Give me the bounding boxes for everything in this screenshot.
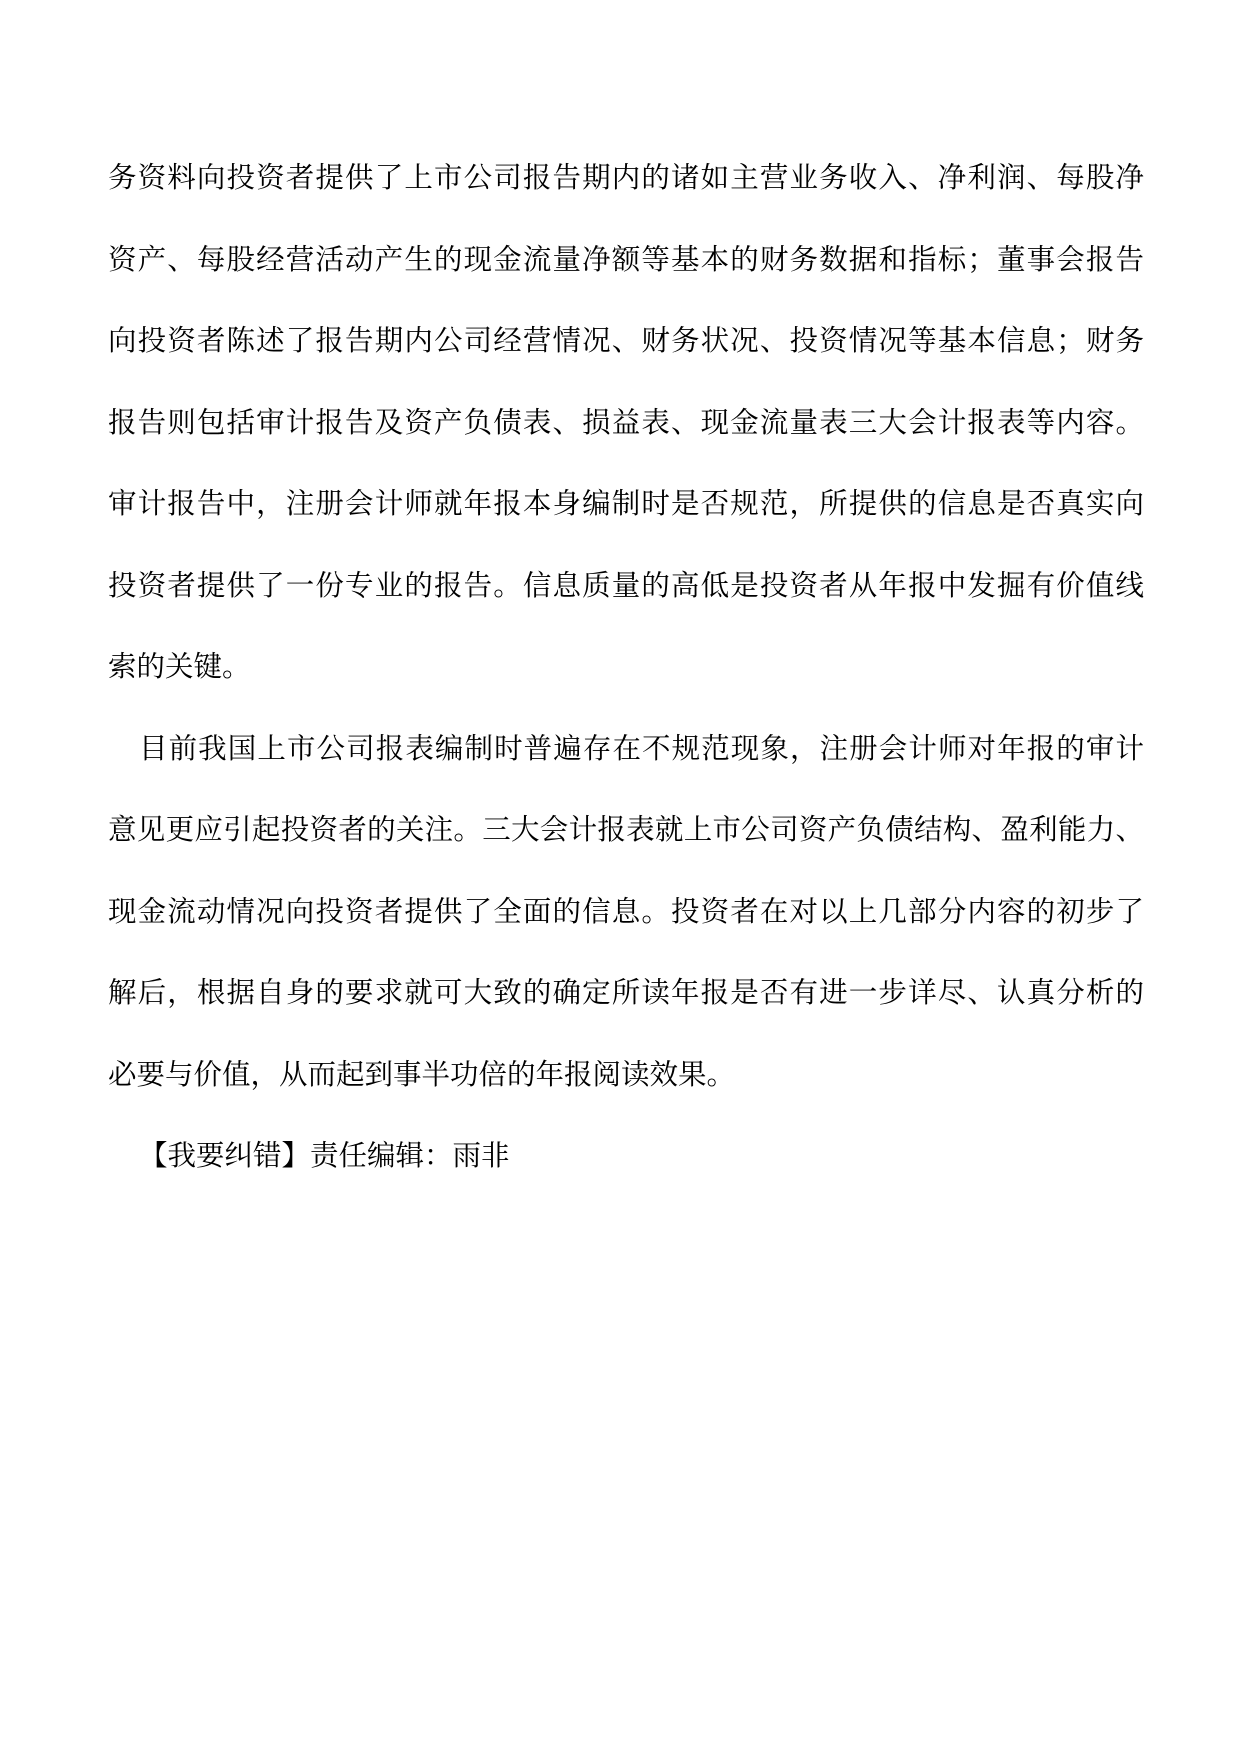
paragraph-line: 必要与价值，从而起到事半功倍的年报阅读效果。 [108, 1057, 736, 1091]
article-body [108, 160, 1144, 1220]
paragraph-line: 向投资者陈述了报告期内公司经营情况、财务状况、投资情况等基本信息；财务 [108, 324, 1144, 357]
editor-footer: 【我要纠错】责任编辑：雨非 [139, 1139, 510, 1172]
paragraph-line: 解后，根据自身的要求就可大致的确定所读年报是否有进一步详尽、认真分析的 [108, 976, 1144, 1009]
paragraph-line: 投资者提供了一份专业的报告。信息质量的高低是投资者从年报中发掘有价值线 [108, 568, 1144, 602]
paragraph-2 [108, 731, 1144, 1139]
paragraph-line: 报告则包括审计报告及资产负债表、损益表、现金流量表三大会计报表等内容。 [108, 405, 1144, 439]
paragraph-1 [108, 160, 1144, 731]
paragraph-line: 现金流动情况向投资者提供了全面的信息。投资者在对以上几部分内容的初步了 [108, 894, 1144, 928]
paragraph-line: 务资料向投资者提供了上市公司报告期内的诸如主营业务收入、净利润、每股净 [108, 161, 1144, 194]
paragraph-line: 资产、每股经营活动产生的现金流量净额等基本的财务数据和指标；董事会报告 [108, 242, 1144, 276]
paragraph-line: 目前我国上市公司报表编制时普遍存在不规范现象，注册会计师对年报的审计 [139, 731, 1144, 765]
paragraph-line: 意见更应引起投资者的关注。三大会计报表就上市公司资产负债结构、盈利能力、 [108, 813, 1144, 846]
paragraph-line: 审计报告中，注册会计师就年报本身编制时是否规范，所提供的信息是否真实向 [108, 487, 1144, 520]
paragraph-line: 索的关键。 [108, 650, 251, 683]
